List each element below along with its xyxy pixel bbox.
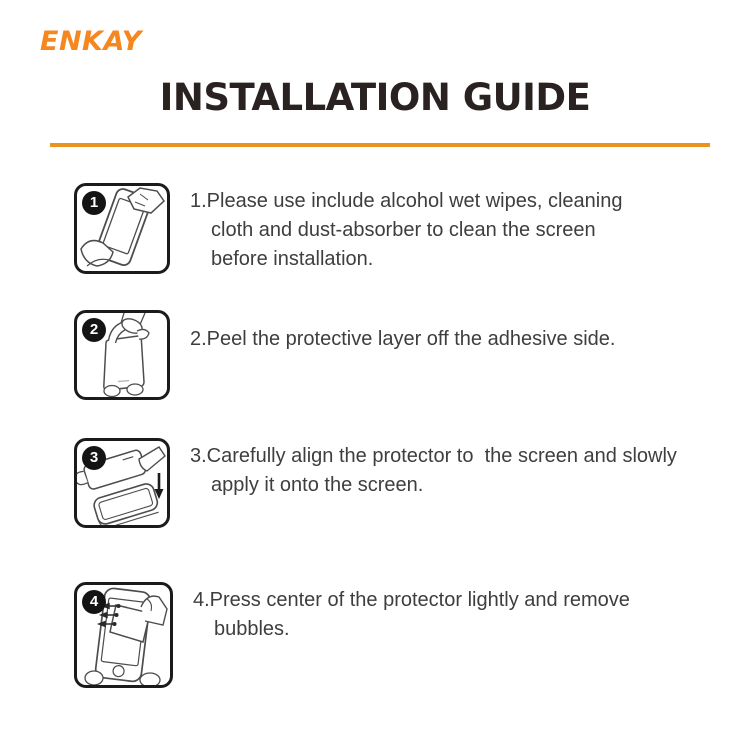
- step-1-number-badge: 1: [82, 191, 106, 215]
- page-title: INSTALLATION GUIDE: [159, 76, 591, 119]
- step-1-line-2: cloth and dust-absorber to clean the screen: [211, 219, 596, 241]
- step-3-line-2: apply it onto the screen.: [211, 474, 424, 496]
- step-4-illustration-box: [74, 582, 173, 688]
- step-1-line-3: before installation.: [211, 248, 374, 270]
- step-3-text: [190, 438, 677, 500]
- step-row-4: [74, 582, 630, 688]
- step-3-number-badge: 3: [82, 446, 106, 470]
- step-4-number-badge: 4: [82, 590, 106, 614]
- step-2-illustration-box: [74, 310, 170, 400]
- step-row-1: [74, 183, 623, 274]
- step-3-illustration-box: [74, 438, 170, 528]
- step-2-line-1: 2.Peel the protective layer off the adhesive side.: [190, 328, 616, 350]
- step-2-number-badge: 2: [82, 318, 106, 342]
- step-1-line-1: 1.Please use include alcohol wet wipes, cleaning: [190, 190, 623, 212]
- step-3-line-1: 3.Carefully align the protector to the screen and slowly: [190, 445, 677, 467]
- step-4-text: [193, 582, 630, 644]
- step-4-line-1: 4.Press center of the protector lightly and remove: [193, 589, 630, 611]
- brand-logo: ENKAY: [40, 26, 142, 57]
- step-4-line-2: bubbles.: [214, 618, 290, 640]
- step-2-text: [190, 310, 615, 354]
- step-row-2: [74, 310, 615, 400]
- accent-divider: [50, 143, 710, 147]
- step-row-3: [74, 438, 677, 528]
- step-1-illustration-box: [74, 183, 170, 274]
- step-1-text: [190, 183, 623, 274]
